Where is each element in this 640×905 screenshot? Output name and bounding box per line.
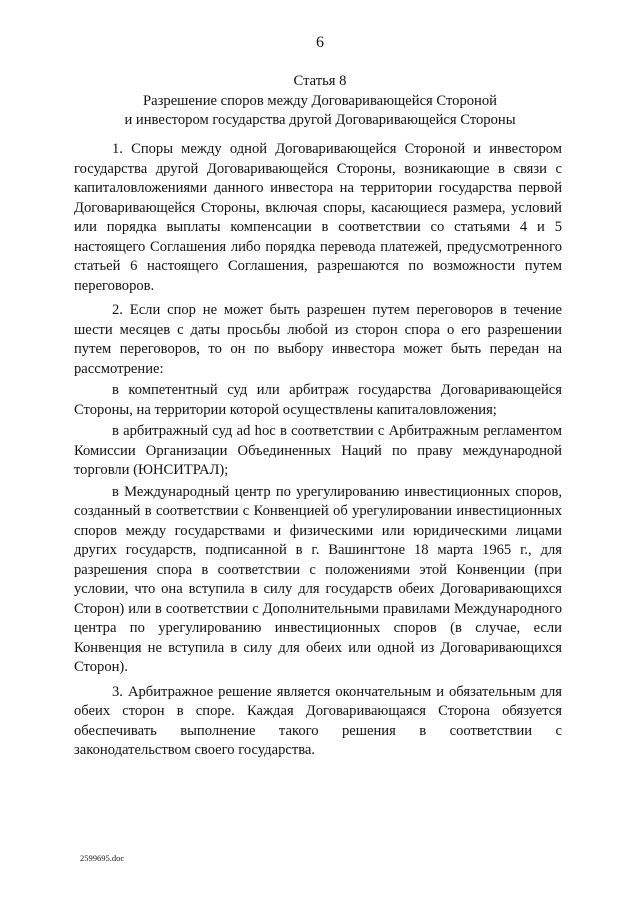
paragraph-2: 2. Если спор не может быть разрешен путем переговоров в течение шести месяцев с даты просьбы любой из сторон спора о его разрешении путем переговоров, то он по выбору инвестора может быть передан на рассмотрение: [74,302,562,377]
paragraph-3: 3. Арбитражное решение является окончательным и обязательным для обеих сторон в споре. Каждая Договаривающаяся Сторона обязуется обеспечивать выполнение такого решения в соответствии с законодательством своего государства. [74,683,562,758]
option-ad-hoc-arbitration: в арбитражный суд ad hoc в соответствии с Арбитражным регламентом Комиссии Организации Объединенных Наций по праву международной торговли (ЮНСИТРАЛ); [74,423,562,478]
article-body [74,140,562,766]
article-title-line-2: и инвестором государства другой Договаривающейся Стороны [124,112,516,128]
article-heading: Статья 8 [293,73,347,89]
option-competent-court: в компетентный суд или арбитраж государства Договаривающейся Стороны, на территории которой осуществлены капиталовложения; [74,382,562,418]
footer-filename: 2599695.doc [80,853,125,863]
page-number: 6 [316,34,324,51]
paragraph-1: 1. Споры между одной Договаривающейся Стороной и инвестором государства другой Договаривающейся Стороны, возникающие в связи с капиталовложениями данного инвестора на территории государства первой Договаривающейся Стороны, включая споры, касающиеся размера, условий или порядка выплаты компенсации в соответствии со статьями 4 и 5 настоящего Соглашения либо порядка перевода платежей, предусмотренного статьей 6 настоящего Соглашения, разрешаются по возможности путем переговоров. [74,141,562,294]
option-icsid: в Международный центр по урегулированию инвестиционных споров, созданный в соответствии с Конвенцией об урегулировании инвестиционных споров между государствами и физическими или юридическими лицами других государств, подписанной в г. Вашингтоне 18 марта 1965 г., для разрешения спора в соответствии с положениями этой Конвенции (при условии, что она вступила в силу для государств обеих Договаривающихся Сторон) или в соответствии с Дополнительными правилами Международного центра по урегулированию инвестиционных споров (в случае, если Конвенция не вступила в силу для обеих или одной из Договаривающихся Сторон). [74,483,562,675]
article-title-line-1: Разрешение споров между Договаривающейся Стороной [143,93,497,109]
article-title [0,92,640,130]
